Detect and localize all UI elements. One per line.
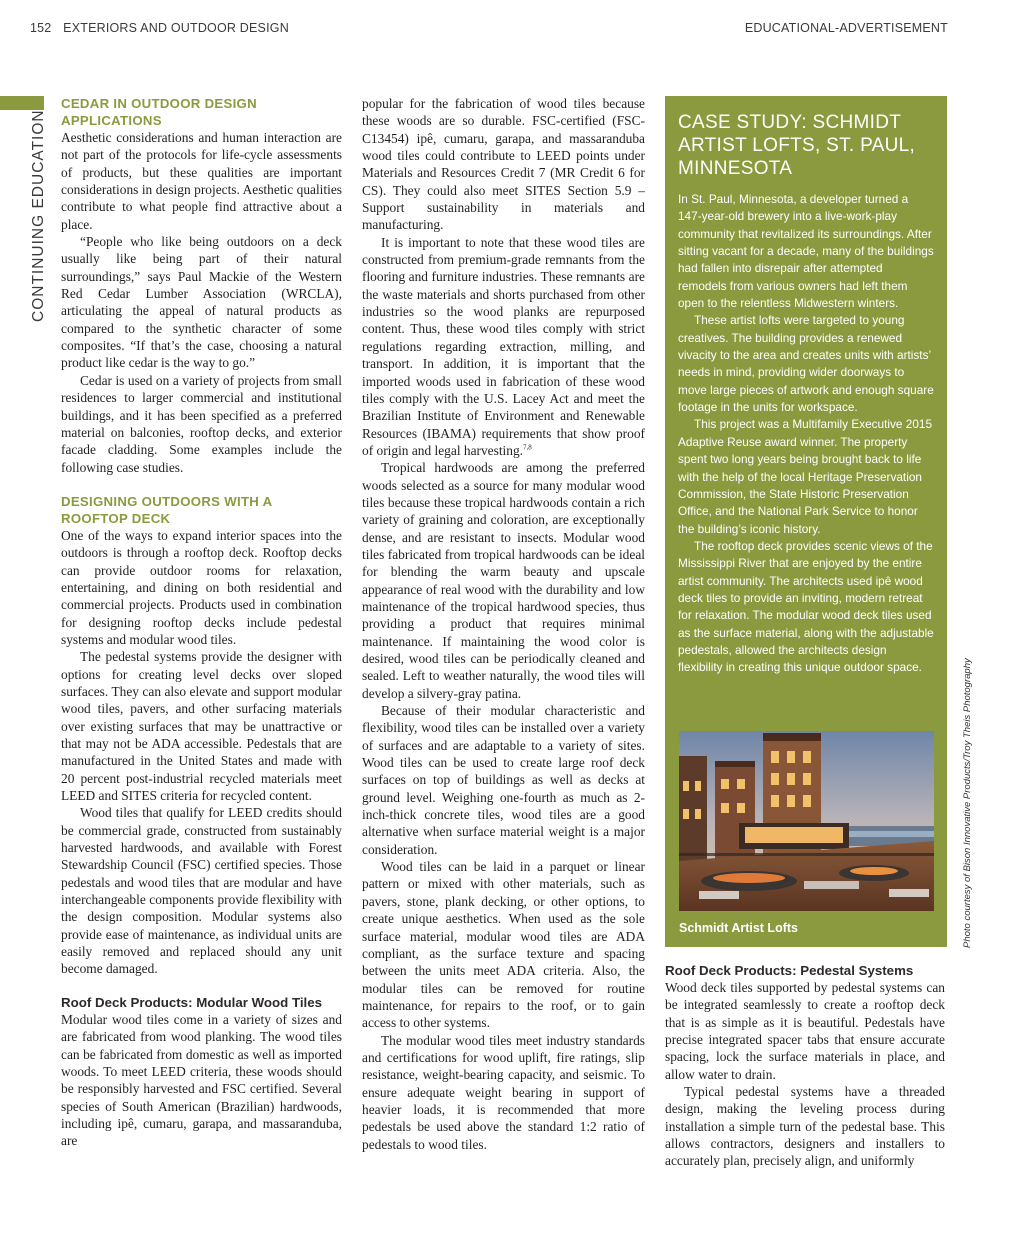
case-paragraph: In St. Paul, Minnesota, a developer turned a 147-year-old brewery into a live-work-play community that revitalized its surroundings. After sitting vacant for a decade, many of the buildings had fallen into disrepair after attempted remodels from various owners had left them open to the relentless Midwestern winters. <box>678 192 934 311</box>
column-1 <box>61 95 342 1150</box>
heading-modular-wood-tiles: Roof Deck Products: Modular Wood Tiles <box>61 994 323 1010</box>
paragraph: popular for the fabrication of wood tiles because these woods are so durable. FSC-certified (FSC-C13454) ipê, cumaru, garapa, and massaranduba wood tiles could contribute to LEED points under Materials and Resources Credit 7 (MR Credit 6 for CS). They could also meet SITES Section 5.9 – Support sustainability in materials and manufacturing. <box>362 96 645 233</box>
paragraph: Because of their modular characteristic and flexibility, wood tiles can be installed over a variety of surfaces and are adaptable to a variety of sites. Wood tiles can be used to create large roof deck surfaces on top of buildings as well as decks at ground level. Weighing one-fourth as much as 2-inch-thick concrete tiles, wood tiles are a good alternative when surface material weight is a major consideration. <box>362 703 645 857</box>
paragraph: Aesthetic considerations and human interaction are not part of the protocols for life-cycle assessments of products, but these qualities are important considerations in design projects. Aesthetic qualities contribute to what people find attractive about a place. <box>61 130 342 232</box>
paragraph: Wood deck tiles supported by pedestal systems can be integrated seamlessly to create a rooftop deck that is as simple as it is beautiful. Pedestals have precise integrated spacer tabs that ensure accurate spacing, lock the surface materials in place, and allow water to drain. <box>665 980 945 1082</box>
paragraph: The pedestal systems provide the designer with options for creating level decks over sloped surfaces. They can also elevate and support modular wood tiles, pavers, and other surfacing materials over existing surfaces that may be unattractive or that may not be ADA accessible. Pedestals that are manufactured in the United States and made with 20 percent post-industrial recycled materials meet LEED and SITES criteria for recycled content. <box>61 649 342 804</box>
sidebar-label: CONTINUING EDUCATION <box>30 109 47 322</box>
photo-caption: Schmidt Artist Lofts <box>679 921 798 935</box>
paragraph: Modular wood tiles come in a variety of sizes and are fabricated from wood planking. The wood tiles can be fabricated from domestic as well as imported woods. To meet LEED criteria, these woods should be responsibly harvested and FSC certified. Several species of South American (Brazilian) hardwoods, including ipê, cumaru, garapa, and massaranduba, are <box>61 1011 342 1149</box>
case-paragraph: This project was a Multifamily Executive 2015 Adaptive Reuse award winner. The property spent two long years being brought back to life with the help of the local Heritage Preservation Commission, the State Historic Preservation Office, and the National Park Service to honor the building’s iconic history. <box>678 417 932 536</box>
paragraph: “People who like being outdoors on a deck usually like being part of their natural surroundings,” says Paul Mackie of the Western Red Cedar Lumber Association (WRCLA), articulating the appeal of natural products as compared to the synthetic character of some composites. “If that’s the case, choosing a natural product like cedar is the way to go.” <box>61 234 342 371</box>
paragraph: The modular wood tiles meet industry standards and certifications for wood uplift, fire ratings, slip resistance, weight-bearing capacity, and seismic. To ensure adequate weight bearing in support of heavier loads, it is recommended that more pedestals be used above the standard 1:2 ratio of pedestals to wood tiles. <box>362 1032 645 1152</box>
paragraph: Tropical hardwoods are among the preferred woods selected as a source for many modular wood tiles because these tropical hardwoods contain a rich variety of graining and coloration, are exceptionally dense, and are resistant to insects. Modular wood tiles fabricated from tropical hardwoods can be ideal for blending the warm beauty and upscale appearance of real wood with the durability and low maintenance of the tropical hardwood species, thus providing a product that requires minimal maintenance. If maintaining the wood color is desired, wood tiles can be periodically cleaned and sealed. Left to weather naturally, the wood tiles will develop a silvery-gray patina. <box>362 460 645 701</box>
photo-credit: Photo courtesy of Bison Innovative Products/Troy Theis Photography <box>962 658 973 948</box>
column-3 <box>665 962 945 1170</box>
paragraph: Wood tiles that qualify for LEED credits should be commercial grade, constructed from sustainably harvested hardwoods, and available with Forest Stewardship Council (FSC) certified species. Those pedestals and wood tiles that are modular and have interchangeable components provide flexibility with the design composition. Modular systems also provide ease of maintenance, as individual units are easily removed and replaced should any unit become damaged. <box>61 805 342 977</box>
heading-cedar: CEDAR IN OUTDOOR DESIGN APPLICATIONS <box>61 96 257 128</box>
advertisement-label: EDUCATIONAL-ADVERTISEMENT <box>744 21 948 35</box>
page-number: 152 <box>30 21 52 35</box>
footnote-reference: 7,8 <box>523 443 532 452</box>
case-paragraph: The rooftop deck provides scenic views of the Mississippi River that are enjoyed by the entire artist community. The architects used ipê wood deck tiles to provide an inviting, modern retreat for relaxation. The modular wood deck tiles used as the surface material, along with the adjustable pedestals, allowed the architects design flexibility in creating this unique outdoor space. <box>678 538 934 675</box>
case-study-title: CASE STUDY: SCHMIDT ARTIST LOFTS, ST. PAUL, MINNESOTA <box>678 112 916 179</box>
paragraph <box>362 234 645 459</box>
paragraph: Cedar is used on a variety of projects from small residences to larger commercial and institutional buildings, and it has been specified as a preferred material on balconies, rooftop decks, and exterior facade cladding. Some examples include the following case studies. <box>61 372 342 475</box>
rooftop-deck-photo <box>679 731 934 911</box>
page-header-left <box>30 21 289 35</box>
heading-pedestal-systems: Roof Deck Products: Pedestal Systems <box>665 963 914 978</box>
column-2 <box>362 95 645 1153</box>
paragraph: Typical pedestal systems have a threaded design, making the leveling process during installation a simple turn of the pedestal base. This allows contractors, designers and installers to accurately plan, precisely align, and uniformly <box>665 1084 945 1169</box>
section-title: EXTERIORS AND OUTDOOR DESIGN <box>63 21 289 35</box>
sidebar-accent-bar <box>0 96 44 110</box>
paragraph: One of the ways to expand interior spaces into the outdoors is through a rooftop deck. Rooftop decks can provide outdoor rooms for relaxation, entertaining, and dining on both residential and commercial projects. Products used in combination for designing rooftop decks include pedestal systems and modular wood tiles. <box>61 527 342 647</box>
heading-rooftop-deck: DESIGNING OUTDOORS WITH A ROOFTOP DECK <box>61 493 272 526</box>
paragraph-text: It is important to note that these wood tiles are constructed from premium-grade remnants from the flooring and furniture industries. These remnants are the waste materials and shorts purchased from other industries so the wood planks are repurposed content. Thus, these wood tiles comply with strict regulations regarding extraction, milling, and transport. In addition, it is important that the imported woods used in fabrication of these wood tiles comply with the U.S. Lacey Act and meet the Brazilian Institute of Environment and Renewable Resources (IBAMA) requirements that show proof of origin and legal harvesting. <box>362 234 645 458</box>
case-paragraph: These artist lofts were targeted to young creatives. The building provides a renewed vivacity to the area and creates units with artists’ needs in mind, providing wider doorways to move large pieces of artwork and enough square footage in the units for workspace. <box>678 313 934 415</box>
paragraph: Wood tiles can be laid in a parquet or linear pattern or mixed with other materials, such as pavers, stone, plank decking, or other options, to create unique aesthetics. When used as the sole surface material, modular wood tiles are ADA compliant, as the surface texture and spacing between the units meet ADA criteria. Also, the modular tiles can be removed for routine maintenance, for repairs to the roof, or to gain access to other systems. <box>362 859 645 1031</box>
